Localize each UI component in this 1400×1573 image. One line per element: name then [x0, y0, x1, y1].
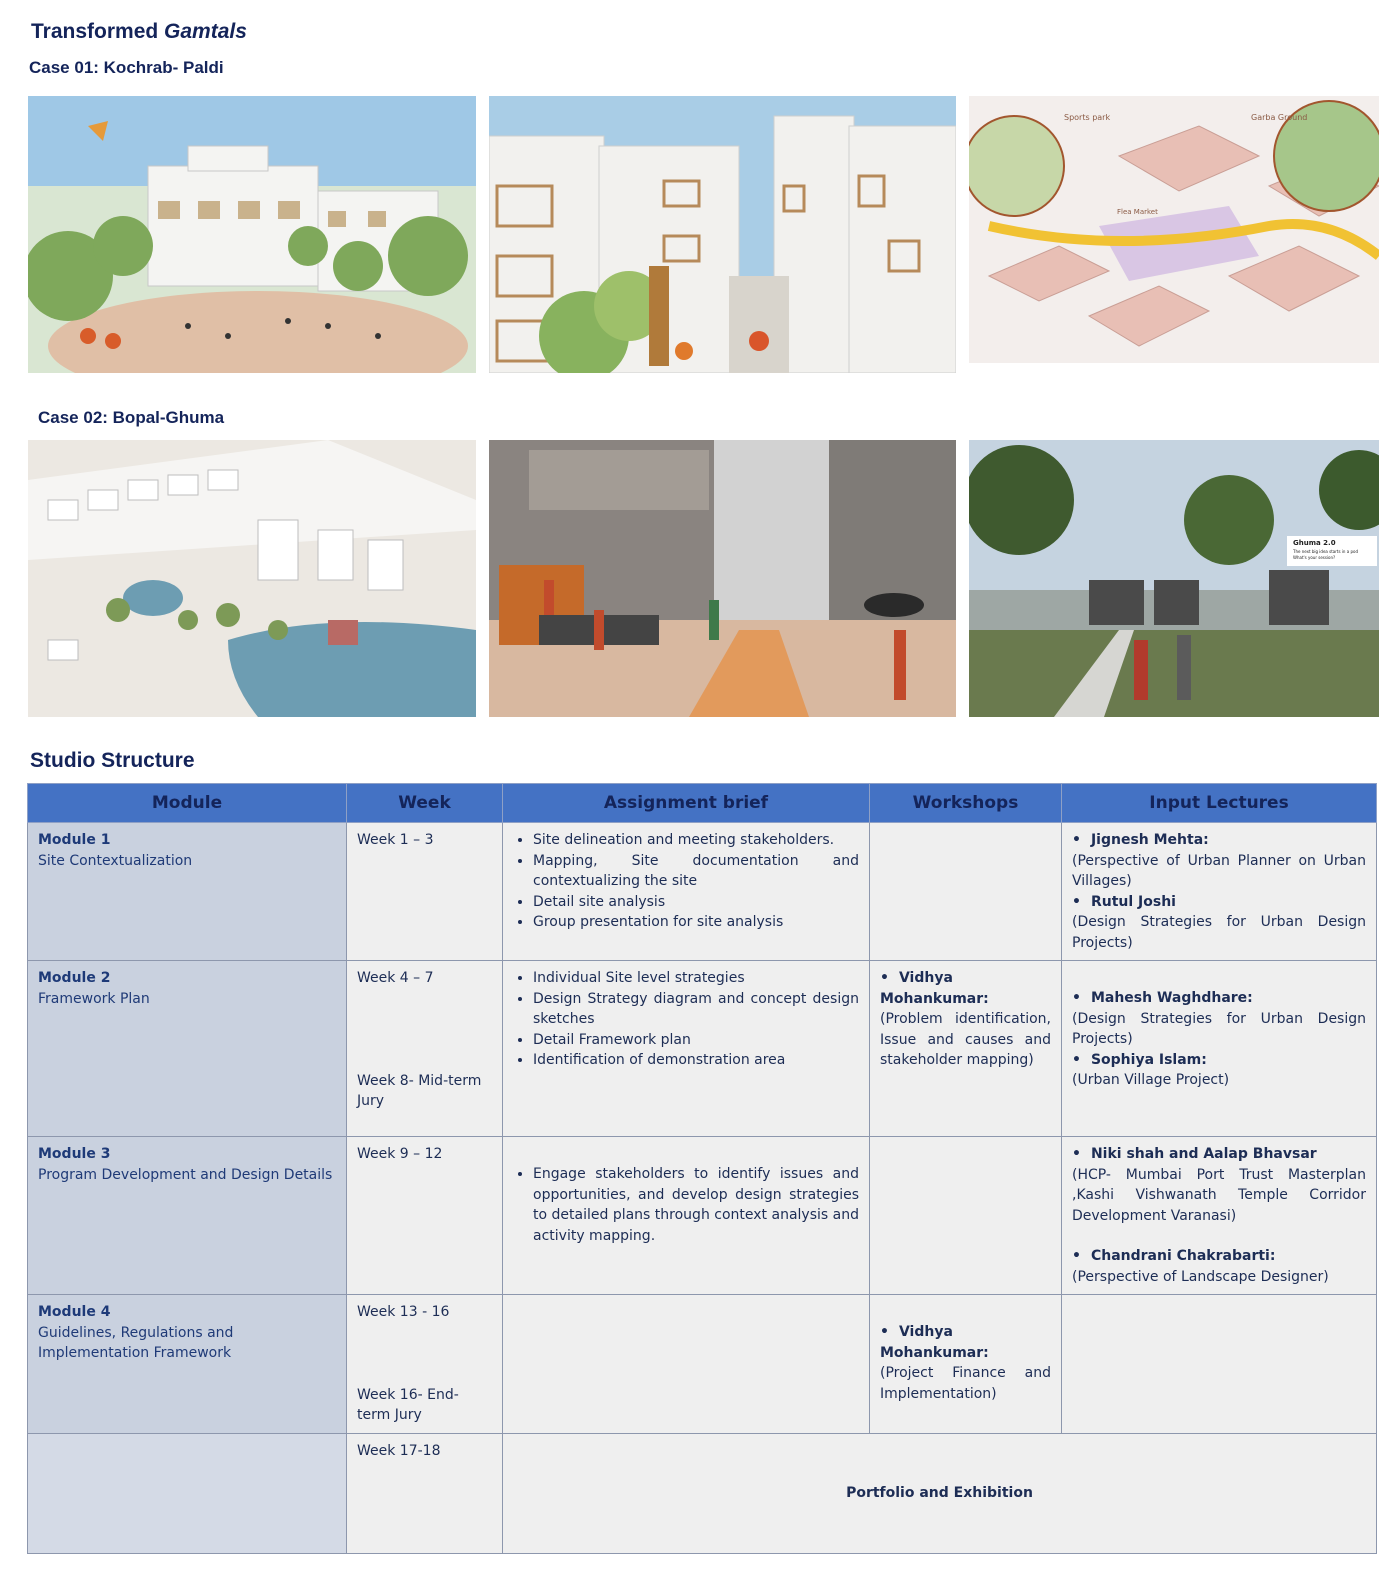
ghuma-sub1-label: The next big idea starts in a pod	[1293, 549, 1358, 554]
table-row	[28, 1433, 1377, 1553]
week-text: Week 9 – 12	[357, 1146, 443, 1162]
ghuma-sub2-label: What's your session?	[1293, 555, 1336, 560]
module-cell	[28, 1137, 347, 1295]
studio-structure-title: Studio Structure	[30, 749, 195, 772]
week-cell	[347, 823, 503, 961]
week-cell	[347, 1137, 503, 1295]
brief-item: • Group presentation for site analysis	[533, 912, 859, 933]
lecturer-name: • Mahesh Waghdhare:	[1072, 988, 1366, 1009]
workshop-name: • Vidhya Mohankumar:	[880, 968, 1051, 1009]
brief-cell	[503, 823, 870, 961]
lecturer-name: • Niki shah and Aalap Bhavsar	[1072, 1144, 1366, 1165]
brief-item: • Engage stakeholders to identify issues and opportunities, and develop design strategies to detailed plans through context analysis and activity mapping.	[533, 1164, 859, 1246]
module-desc: Framework Plan	[38, 990, 150, 1007]
lectures-cell	[1062, 1295, 1377, 1434]
workshop-desc: (Problem identification, Issue and causes and stakeholder mapping)	[880, 1011, 1051, 1068]
col-header-assignment: Assignment brief	[503, 784, 870, 823]
workshop-cell	[870, 1295, 1062, 1434]
col-header-module: Module	[28, 784, 347, 823]
lecturer-name: • Jignesh Mehta:	[1072, 830, 1366, 851]
module-name: Module 1	[38, 832, 111, 848]
module-desc: Guidelines, Regulations and Implementation Framework	[38, 1324, 234, 1361]
table-header-row	[28, 784, 1377, 823]
module-name: Module 2	[38, 970, 111, 986]
col-header-workshops: Workshops	[870, 784, 1062, 823]
lecture-desc: (Perspective of Landscape Designer)	[1072, 1268, 1329, 1285]
lecture-desc: (Perspective of Urban Planner on Urban Villages)	[1072, 852, 1366, 889]
brief-item: • Mapping, Site documentation and contextualizing the site	[533, 851, 859, 892]
col-header-lectures: Input Lectures	[1062, 784, 1377, 823]
lectures-cell	[1062, 961, 1377, 1137]
table-row	[28, 961, 1377, 1137]
lectures-cell	[1062, 1137, 1377, 1295]
week-text: Week 17-18	[357, 1442, 441, 1459]
lecturer-name: • Chandrani Chakrabarti:	[1072, 1246, 1366, 1267]
module-cell	[28, 1295, 347, 1434]
case2-landscape-render	[969, 440, 1379, 717]
week-text: Week 13 - 16	[357, 1304, 450, 1320]
module-name: Module 3	[38, 1146, 111, 1162]
brief-item: • Individual Site level strategies	[533, 968, 859, 989]
week-extra: Week 16- End-term Jury	[357, 1386, 459, 1423]
week-text: Week 4 – 7	[357, 970, 434, 986]
lecture-desc: (Design Strategies for Urban Design Projects)	[1072, 1010, 1366, 1047]
week-extra: Week 8- Mid-term Jury	[357, 1072, 482, 1109]
portfolio-cell	[503, 1433, 1377, 1553]
title-prefix: Transformed	[31, 20, 159, 43]
brief-cell	[503, 961, 870, 1137]
brief-item: • Detail site analysis	[533, 892, 859, 913]
case1-axonometric-map	[969, 96, 1379, 363]
lectures-cell	[1062, 823, 1377, 961]
lecturer-name: • Sophiya Islam:	[1072, 1050, 1366, 1071]
module-cell	[28, 1433, 347, 1553]
module-name: Module 4	[38, 1304, 111, 1320]
workshop-cell	[870, 961, 1062, 1137]
case1-street-illustration	[489, 96, 956, 373]
module-desc: Program Development and Design Details	[38, 1166, 333, 1183]
title-italic: Gamtals	[164, 20, 247, 43]
lecturer-name: • Rutul Joshi	[1072, 892, 1366, 913]
case1-heading: Case 01: Kochrab- Paldi	[29, 58, 224, 77]
brief-item: • Design Strategy diagram and concept design sketches	[533, 989, 859, 1030]
brief-item: • Detail Framework plan	[533, 1030, 859, 1051]
week-text: Week 1 – 3	[357, 832, 434, 848]
module-cell	[28, 823, 347, 961]
garba-ground-label: Garba Ground	[1251, 113, 1308, 122]
workshop-cell	[870, 1137, 1062, 1295]
lecture-desc: (Design Strategies for Urban Design Projects)	[1072, 914, 1366, 951]
brief-cell	[503, 1295, 870, 1434]
portfolio-text: Portfolio and Exhibition	[846, 1484, 1033, 1501]
week-cell	[347, 961, 503, 1137]
table-row	[28, 1295, 1377, 1434]
brief-cell	[503, 1137, 870, 1295]
lecture-desc: (Urban Village Project)	[1072, 1072, 1230, 1088]
table-row	[28, 823, 1377, 961]
ghuma-title-label: Ghuma 2.0	[1293, 539, 1336, 547]
case1-plaza-illustration	[28, 96, 476, 373]
case2-heading: Case 02: Bopal-Ghuma	[38, 408, 225, 427]
workshop-desc: (Project Finance and Implementation)	[880, 1365, 1051, 1402]
case2-aerial-render	[28, 440, 476, 717]
brief-item: • Identification of demonstration area	[533, 1050, 859, 1071]
module-desc: Site Contextualization	[38, 852, 193, 869]
week-cell	[347, 1295, 503, 1434]
col-header-week: Week	[347, 784, 503, 823]
page-title	[31, 20, 247, 44]
studio-structure-table	[27, 783, 1377, 1554]
flea-market-label: Flea Market	[1117, 208, 1158, 216]
table-row	[28, 1137, 1377, 1295]
workshop-name: • Vidhya Mohankumar:	[880, 1322, 1051, 1363]
workshop-cell	[870, 823, 1062, 961]
sports-park-label: Sports park	[1064, 113, 1111, 122]
case2-street-render	[489, 440, 956, 717]
module-cell	[28, 961, 347, 1137]
brief-item: • Site delineation and meeting stakeholders.	[533, 830, 859, 851]
week-cell	[347, 1433, 503, 1553]
lecture-desc: (HCP- Mumbai Port Trust Masterplan ,Kashi Vishwanath Temple Corridor Development Varanasi)	[1072, 1166, 1366, 1224]
